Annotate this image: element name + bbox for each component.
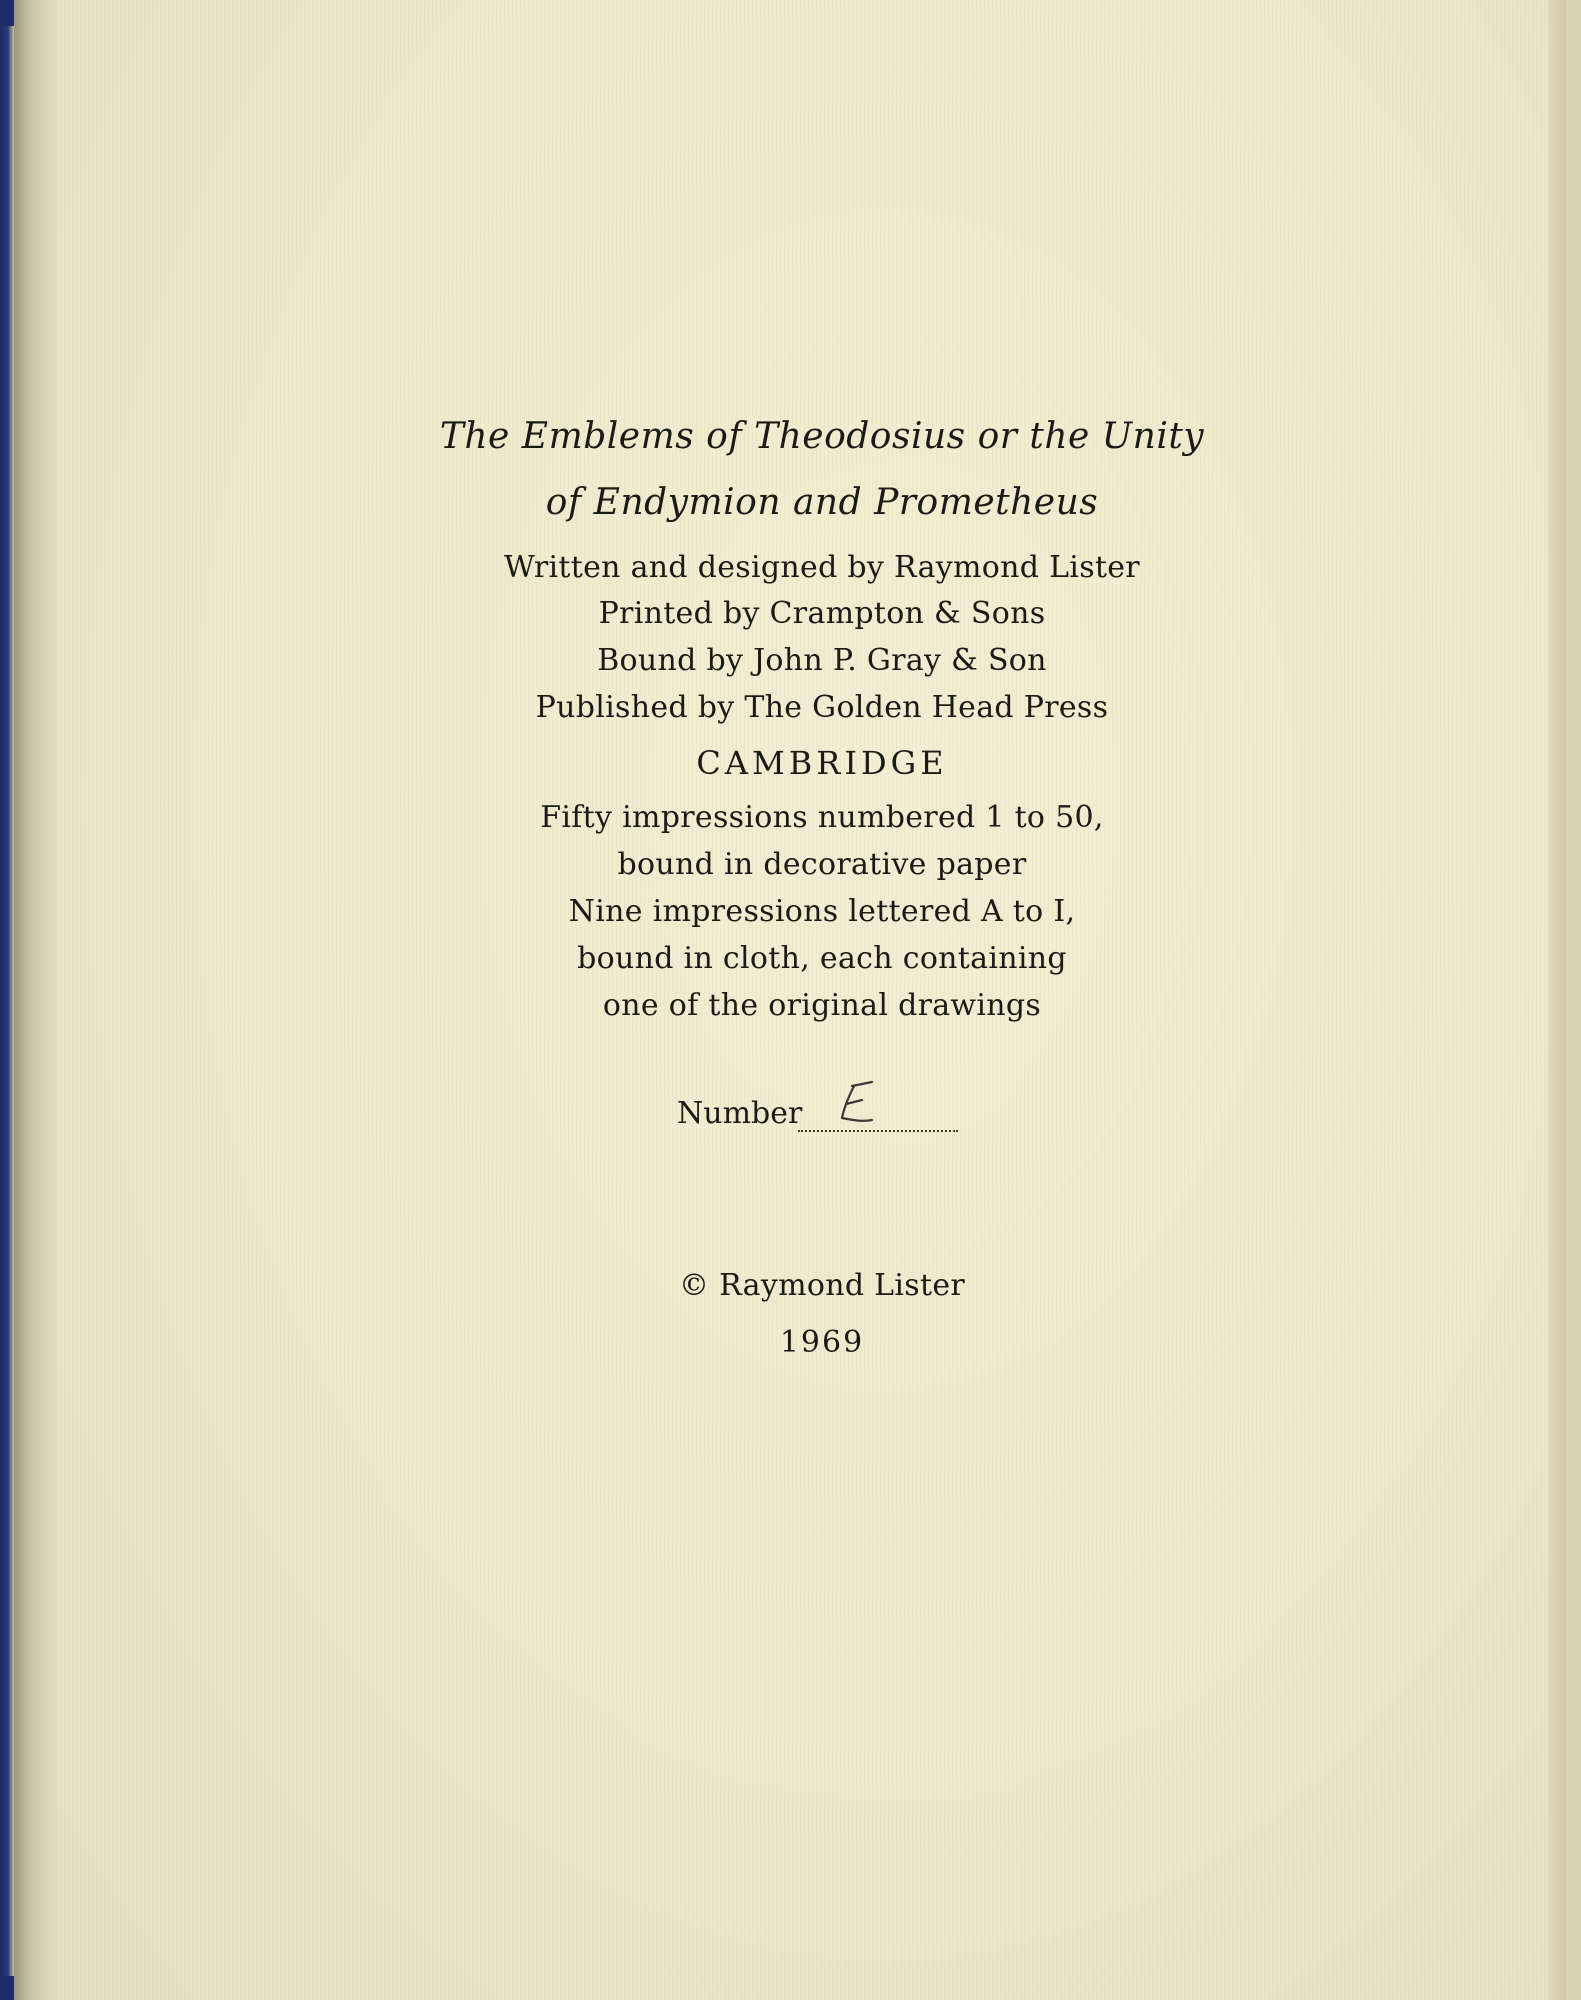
book-binding — [0, 0, 14, 2000]
colophon-page — [56, 0, 1566, 2000]
printed-by: Printed by Crampton & Sons — [598, 596, 1046, 631]
title-line-1: The Emblems of Theodosius or the Unity — [439, 416, 1205, 457]
edition-line-3: Nine impressions lettered A to I, — [568, 894, 1076, 929]
edition-line-2: bound in decorative paper — [617, 847, 1027, 882]
title-line-2: of Endymion and Prometheus — [545, 482, 1099, 523]
copy-number-row — [112, 1090, 1532, 1150]
published-by: Published by The Golden Head Press — [535, 690, 1109, 725]
copyright-year: 1969 — [779, 1325, 865, 1360]
written-by: Written and designed by Raymond Lister — [504, 550, 1140, 585]
edition-line-5: one of the original drawings — [602, 988, 1042, 1023]
edition-line-4: bound in cloth, each containing — [577, 941, 1067, 976]
page-edge — [1548, 0, 1566, 2000]
place-of-publication: CAMBRIDGE — [696, 744, 948, 782]
copy-number-label: Number — [677, 1096, 803, 1131]
copy-number-dotted-line — [798, 1130, 958, 1132]
copyright-holder: © Raymond Lister — [678, 1268, 966, 1303]
page-gutter — [14, 0, 60, 2000]
handwritten-letter-e — [832, 1080, 878, 1128]
bound-by: Bound by John P. Gray & Son — [597, 643, 1047, 678]
edition-line-1: Fifty impressions numbered 1 to 50, — [540, 800, 1104, 835]
